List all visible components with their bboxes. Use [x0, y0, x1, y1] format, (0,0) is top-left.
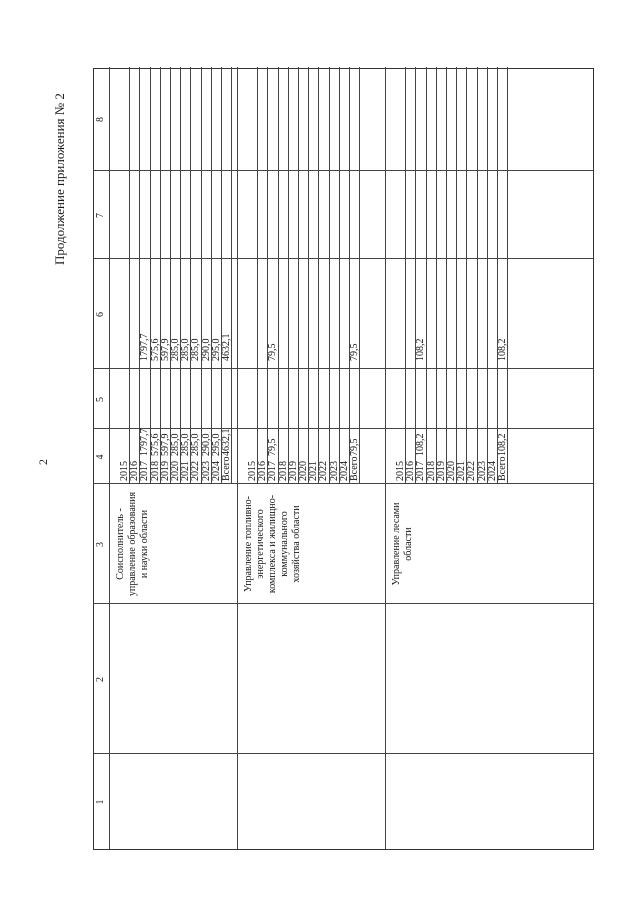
- amount-col6: 575,6: [149, 338, 161, 361]
- amount-col4: 1797,7: [139, 428, 151, 456]
- year-label: 2023: [476, 461, 488, 481]
- row-line: [190, 67, 191, 484]
- amount-col6: 597,9: [159, 338, 171, 361]
- row-line: [211, 67, 212, 484]
- row-line: [257, 67, 258, 484]
- year-label: 2023: [328, 461, 340, 481]
- year-label: 2023: [200, 461, 212, 481]
- amount-col4: 285,0: [170, 433, 181, 456]
- amount-col4: 79,5: [267, 438, 279, 456]
- row-line: [359, 67, 360, 484]
- year-label: 2020: [446, 461, 457, 481]
- column-divider: [94, 483, 593, 484]
- year-label: 2022: [466, 461, 478, 481]
- year-label: Всего: [349, 456, 360, 481]
- year-label: Всего: [497, 456, 508, 481]
- row-line: [201, 67, 202, 484]
- amount-col4: 108,2: [497, 433, 508, 456]
- year-label: 2024: [210, 461, 222, 481]
- amount-col6: 4632,1: [221, 333, 232, 361]
- column-header-number: 2: [95, 677, 106, 682]
- row-line: [170, 67, 171, 484]
- row-line: [446, 67, 447, 484]
- amount-col6: 108,2: [415, 338, 427, 361]
- year-label: 2019: [435, 461, 447, 481]
- row-line: [426, 67, 427, 484]
- column-divider: [94, 258, 593, 259]
- responsible-organization: Управление топливно- энергетического комплекса и жилищно- коммунального хозяйства области: [243, 494, 302, 594]
- row-line: [129, 67, 130, 484]
- amount-col6: 108,2: [497, 338, 508, 361]
- row-line: [497, 67, 498, 484]
- year-label: 2019: [287, 461, 299, 481]
- row-line: [436, 67, 437, 484]
- year-label: 2020: [298, 461, 309, 481]
- amount-col4: 290,0: [200, 433, 212, 456]
- row-line: [507, 67, 508, 484]
- block-divider: [237, 67, 238, 849]
- row-line: [150, 67, 151, 484]
- amount-col6: 290,0: [200, 338, 212, 361]
- year-label: 2019: [159, 461, 171, 481]
- year-label: 2024: [338, 461, 350, 481]
- row-line: [466, 67, 467, 484]
- year-label: 2018: [149, 461, 161, 481]
- year-label: 2018: [425, 461, 437, 481]
- budget-table: [93, 68, 594, 850]
- page-number: 2: [36, 459, 50, 465]
- row-line: [231, 67, 232, 484]
- row-line: [221, 67, 222, 484]
- row-line: [349, 67, 350, 484]
- year-label: 2021: [180, 461, 192, 481]
- column-divider: [94, 428, 593, 429]
- amount-col4: 285,0: [180, 433, 192, 456]
- year-label: 2017: [415, 461, 427, 481]
- year-label: 2022: [318, 461, 330, 481]
- amount-col4: 575,6: [149, 433, 161, 456]
- amount-col6: 285,0: [170, 338, 181, 361]
- column-header-number: 6: [95, 312, 106, 317]
- column-header-number: 1: [95, 799, 106, 805]
- amount-col6: 79,5: [349, 343, 360, 361]
- year-label: 2016: [129, 461, 141, 481]
- row-line: [477, 67, 478, 484]
- row-line: [308, 67, 309, 484]
- row-line: [456, 67, 457, 484]
- row-line: [278, 67, 279, 484]
- amount-col6: 79,5: [267, 343, 279, 361]
- amount-col6: 1797,7: [139, 333, 151, 361]
- row-line: [139, 67, 140, 484]
- header-divider: [109, 67, 110, 849]
- column-header-number: 4: [95, 454, 106, 460]
- year-label: 2020: [170, 461, 181, 481]
- year-label: 2018: [277, 461, 289, 481]
- amount-col4: 79,5: [349, 438, 360, 456]
- appendix-title: Продолжение приложения № 2: [52, 93, 67, 265]
- row-line: [267, 67, 268, 484]
- responsible-organization: Управление лесами области: [391, 502, 414, 586]
- column-divider: [94, 753, 593, 754]
- year-label: 2021: [456, 461, 468, 481]
- year-label: 2017: [139, 461, 151, 481]
- year-label: 2015: [247, 461, 258, 481]
- row-line: [329, 67, 330, 484]
- year-label: 2024: [486, 461, 498, 481]
- amount-col6: 285,0: [190, 338, 202, 361]
- column-header-number: 3: [95, 542, 106, 547]
- row-line: [339, 67, 340, 484]
- amount-col6: 295,0: [210, 338, 222, 361]
- amount-col4: 295,0: [210, 433, 222, 456]
- row-line: [487, 67, 488, 484]
- year-label: 2021: [308, 461, 320, 481]
- block-divider: [385, 67, 386, 849]
- column-header-number: 8: [95, 117, 106, 122]
- row-line: [288, 67, 289, 484]
- column-divider: [94, 170, 593, 171]
- year-label: 2017: [267, 461, 279, 481]
- row-line: [405, 67, 406, 484]
- amount-col4: 285,0: [190, 433, 202, 456]
- row-line: [415, 67, 416, 484]
- year-label: 2015: [119, 461, 130, 481]
- row-line: [318, 67, 319, 484]
- amount-col6: 285,0: [180, 338, 192, 361]
- year-label: Всего: [221, 456, 232, 481]
- responsible-organization: Соисполнитель - управление образования и науки области: [115, 491, 150, 597]
- row-line: [180, 67, 181, 484]
- column-header-number: 5: [95, 397, 106, 402]
- year-label: 2016: [257, 461, 269, 481]
- amount-col4: 4632,1: [221, 428, 232, 456]
- amount-col4: 108,2: [415, 433, 427, 456]
- column-divider: [94, 368, 593, 369]
- year-label: 2015: [395, 461, 406, 481]
- row-line: [160, 67, 161, 484]
- amount-col4: 597,9: [159, 433, 171, 456]
- year-label: 2016: [405, 461, 417, 481]
- column-divider: [94, 603, 593, 604]
- column-header-number: 7: [95, 213, 106, 218]
- row-line: [298, 67, 299, 484]
- year-label: 2022: [190, 461, 202, 481]
